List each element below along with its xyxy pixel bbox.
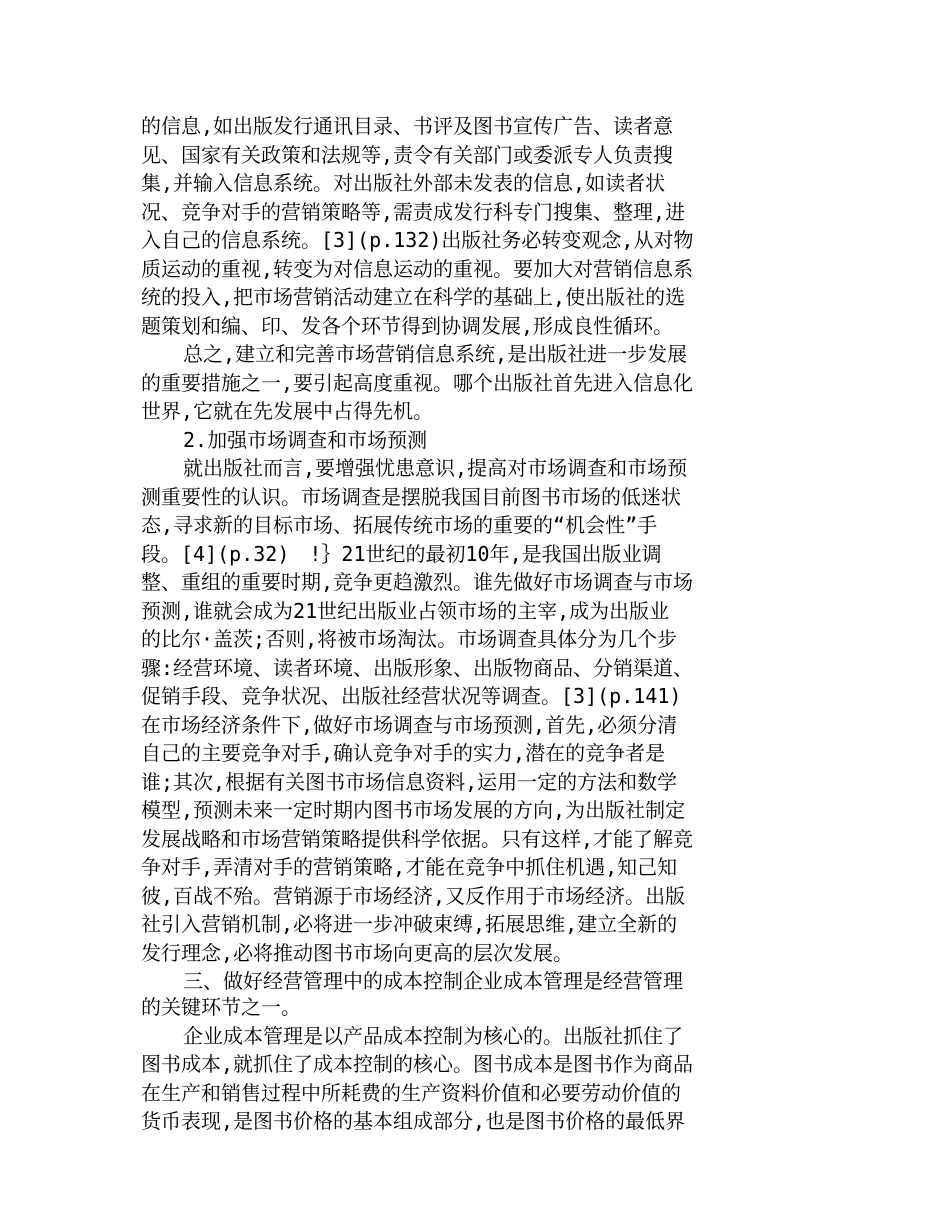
- text-line: 的重要措施之一,要引起高度重视。哪个出版社首先进入信息化: [141, 370, 694, 395]
- text-line: 整、重组的重要时期,竞争更趋激烈。谁先做好市场调查与市场: [141, 570, 694, 594]
- text-line: 争对手,弄清对手的营销策略,才能在竞争中抓住机遇,知己知: [141, 855, 678, 879]
- text-line: 骤:经营环境、读者环境、出版形象、出版物商品、分销渠道、: [141, 655, 694, 680]
- text-line: 质运动的重视,转变为对信息运动的重视。要加大对营销信息系: [141, 256, 694, 281]
- text-line: 自己的主要竞争对手,确认竞争对手的实力,潜在的竞争者是: [141, 741, 666, 765]
- text-line: 题策划和编、印、发各个环节得到协调发展,形成良性循环。: [141, 313, 674, 338]
- text-line: 集,并输入信息系统。对出版社外部未发表的信息,如读者状: [141, 171, 666, 195]
- text-line: 促销手段、竞争状况、出版社经营状况等调查。[3](p.141): [141, 684, 682, 708]
- text-line: 企业成本管理是以产品成本控制为核心的。出版社抓住了: [183, 1023, 683, 1048]
- text-line: 就出版社而言,要增强忧患意识,提高对市场调查和市场预: [183, 456, 688, 480]
- text-line: 的信息,如出版发行通讯目录、书评及图书宣传广告、读者意: [141, 114, 674, 138]
- text-line: 的比尔·盖茨;否则,将被市场淘汰。市场调查具体分为几个步: [141, 627, 678, 651]
- section-heading: 三、做好经营管理中的成本控制企业成本管理是经营管理: [183, 969, 683, 993]
- text-line: 在市场经济条件下,做好市场调查与市场预测,首先,必须分清: [141, 712, 678, 737]
- text-line: 总之,建立和完善市场营销信息系统,是出版社进一步发展: [183, 342, 688, 366]
- text-line: 段。[4](p.32) !｝21世纪的最初10年,是我国出版业调: [141, 541, 662, 566]
- text-line: 谁;其次,根据有关图书市场信息资料,运用一定的方法和数学: [141, 769, 678, 794]
- section-heading: 2.加强市场调查和市场预测: [183, 427, 428, 452]
- text-line: 在生产和销售过程中所耗费的生产资料价值和必要劳动价值的: [141, 1080, 681, 1105]
- text-line: 测重要性的认识。市场调查是摆脱我国目前图书市场的低迷状: [141, 484, 681, 509]
- document-page: [141, 112, 751, 1136]
- text-line: 图书成本,就抓住了成本控制的核心。图书成本是图书作为商品: [141, 1052, 694, 1076]
- text-line: 社引入营销机制,必将进一步冲破束缚,拓展思维,建立全新的: [141, 912, 678, 936]
- text-line: 况、竞争对手的营销策略等,需责成发行科专门搜集、整理,进: [141, 199, 686, 224]
- text-line: 彼,百战不殆。营销源于市场经济,又反作用于市场经济。出版: [141, 883, 686, 908]
- text-line: 入自己的信息系统。[3](p.132)出版社务必转变观念,从对物: [141, 228, 694, 252]
- section-heading-continuation: 的关键环节之一。: [141, 994, 301, 1019]
- text-line: 世界,它就在先发展中占得先机。: [141, 399, 434, 423]
- text-line: 货币表现,是图书价格的基本组成部分,也是图书价格的最低界: [141, 1109, 686, 1133]
- text-line: 预测,谁就会成为21世纪出版业占领市场的主宰,成为出版业: [141, 598, 670, 623]
- text-line: 发展战略和市场营销策略提供科学依据。只有这样,才能了解竞: [141, 826, 694, 851]
- text-line: 发行理念,必将推动图书市场向更高的层次发展。: [141, 940, 574, 965]
- text-line: 模型,预测未来一定时期内图书市场发展的方向,为出版社制定: [141, 798, 686, 822]
- text-line: 态,寻求新的目标市场、拓展传统市场的重要的“机会性”手: [141, 513, 658, 537]
- text-line: 见、国家有关政策和法规等,责令有关部门或委派专人负责搜: [141, 142, 674, 167]
- text-line: 统的投入,把市场营销活动建立在科学的基础上,使出版社的选: [141, 285, 686, 309]
